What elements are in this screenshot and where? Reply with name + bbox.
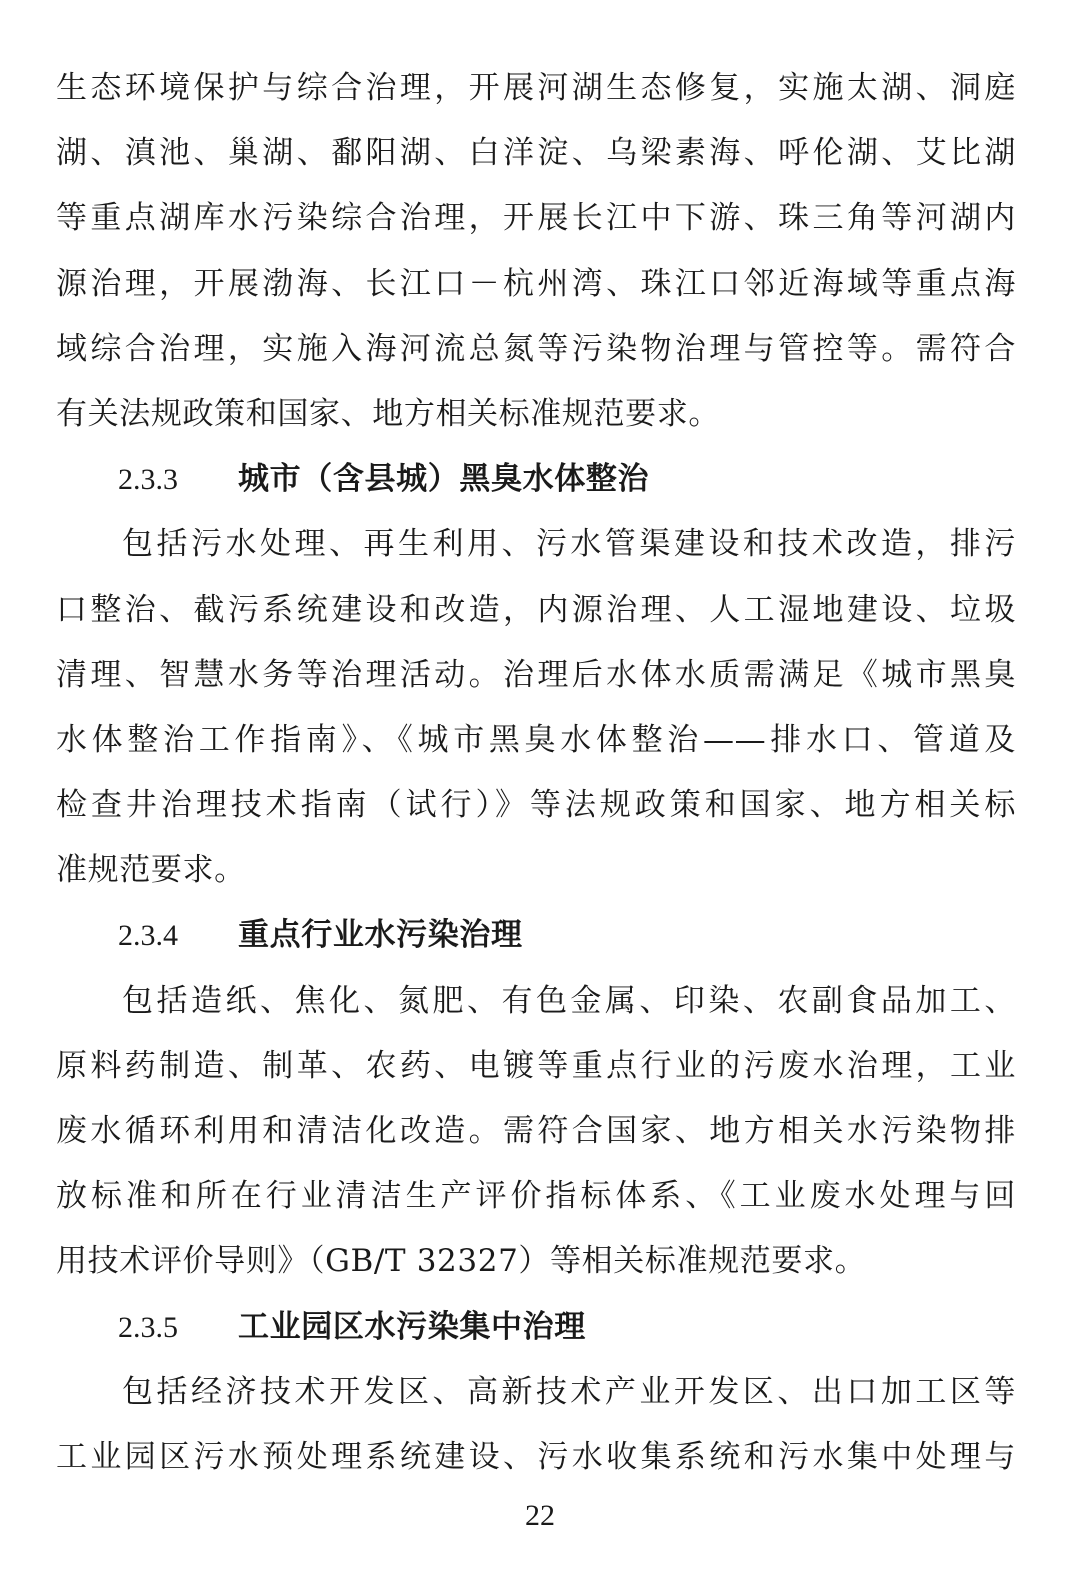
paragraph-line: 原料药制造、制革、农药、电镀等重点行业的污废水治理，工业 <box>56 1047 1016 1084</box>
paragraph-industry-water-pollution <box>56 969 1016 1295</box>
paragraph-line: 域综合治理，实施入海河流总氮等污染物治理与管控等。需符合 <box>56 330 1016 367</box>
paragraph-line: 准规范要求。 <box>56 852 246 889</box>
paragraph-line: 生态环境保护与综合治理，开展河湖生态修复，实施太湖、洞庭 <box>56 70 1016 106</box>
page-number: 22 <box>525 1499 555 1532</box>
paragraph-line: 等重点湖库水污染综合治理，开展长江中下游、珠三角等河湖内 <box>56 200 1016 237</box>
paragraph-line: 检查井治理技术指南（试行）》等法规政策和国家、地方相关标 <box>56 787 1016 824</box>
section-heading-2-3-3 <box>56 447 1016 512</box>
section-number: 2.3.4 <box>118 919 178 953</box>
section-title: 工业园区水污染集中治理 <box>238 1308 586 1345</box>
section-heading-2-3-4 <box>56 903 1016 968</box>
paragraph-line: 用技术评价导则》（GB/T 32327）等相关标准规范要求。 <box>56 1243 867 1280</box>
page-body <box>56 56 1016 1490</box>
paragraph-line: 放标准和所在行业清洁生产评价指标体系、《工业废水处理与回 <box>56 1178 1016 1215</box>
paragraph-line: 清理、智慧水务等治理活动。治理后水体水质需满足《城市黑臭 <box>56 656 1016 693</box>
paragraph-line: 工业园区污水预处理系统建设、污水收集系统和污水集中处理与 <box>56 1438 1016 1475</box>
paragraph-ecological-protection <box>56 56 1016 447</box>
paragraph-line: 口整治、截污系统建设和改造，内源治理、人工湿地建设、垃圾 <box>56 591 1016 628</box>
paragraph-line: 有关法规政策和国家、地方相关标准规范要求。 <box>56 395 721 432</box>
paragraph-black-odorous-water <box>56 512 1016 903</box>
section-title: 重点行业水污染治理 <box>238 917 523 954</box>
section-number: 2.3.3 <box>118 463 178 497</box>
section-number: 2.3.5 <box>118 1310 178 1344</box>
section-title: 城市（含县城）黑臭水体整治 <box>238 461 650 498</box>
paragraph-line: 包括造纸、焦化、氮肥、有色金属、印染、农副食品加工、 <box>122 982 1016 1019</box>
paragraph-line: 包括污水处理、再生利用、污水管渠建设和技术改造，排污 <box>122 526 1016 563</box>
paragraph-line: 包括经济技术开发区、高新技术产业开发区、出口加工区等 <box>122 1373 1016 1410</box>
paragraph-industrial-park <box>56 1360 1016 1490</box>
paragraph-line: 水体整治工作指南》、《城市黑臭水体整治——排水口、管道及 <box>56 721 1016 758</box>
paragraph-line: 源治理，开展渤海、长江口－杭州湾、珠江口邻近海域等重点海 <box>56 265 1016 302</box>
paragraph-line: 废水循环利用和清洁化改造。需符合国家、地方相关水污染物排 <box>56 1113 1016 1149</box>
paragraph-line: 湖、滇池、巢湖、鄱阳湖、白洋淀、乌梁素海、呼伦湖、艾比湖 <box>56 135 1016 172</box>
section-heading-2-3-5 <box>56 1295 1016 1360</box>
